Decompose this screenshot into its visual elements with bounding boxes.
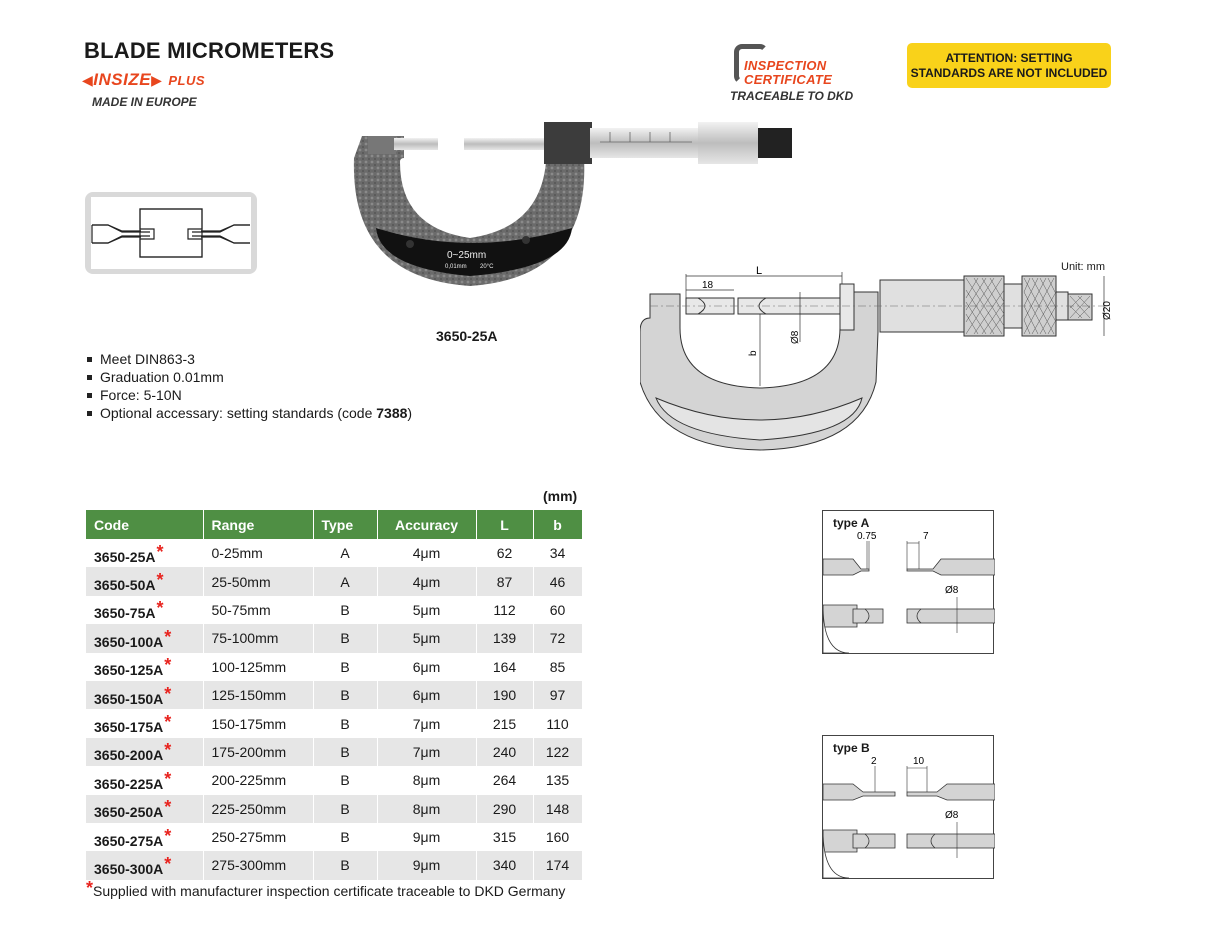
- cell-L-text: 112: [493, 601, 516, 618]
- cell-code-text: 3650-50A: [94, 577, 156, 594]
- brand-arrow-right-icon: ▶: [151, 72, 163, 88]
- cell-range-text: 150-175mm: [211, 715, 287, 732]
- optional-code: 7388: [376, 405, 408, 421]
- cell-accuracy: [377, 823, 476, 851]
- table-row: [86, 795, 582, 823]
- cell-b-text: 34: [549, 545, 566, 562]
- table-row: [86, 539, 582, 567]
- drawing-unit-label: Unit: mm: [1061, 261, 1105, 273]
- table-row: [86, 567, 582, 595]
- footnote-text: Supplied with manufacturer inspection certificate traceable to DKD Germany: [93, 883, 566, 899]
- cell-code: [86, 624, 203, 652]
- cell-code: [86, 567, 203, 595]
- cell-L: [476, 823, 533, 851]
- certificate-star-icon: *: [164, 683, 172, 704]
- cell-L: [476, 766, 533, 794]
- cell-L: [476, 539, 533, 567]
- cell-code: [86, 539, 203, 567]
- cell-code: [86, 681, 203, 709]
- cell-range-text: 225-250mm: [211, 800, 287, 817]
- cell-code-text: 3650-300A: [94, 860, 164, 877]
- table-row: [86, 681, 582, 709]
- brand-arrow-left-icon: ◀: [82, 72, 94, 88]
- cell-b: [533, 624, 582, 652]
- table-row: [86, 823, 582, 851]
- dim-d20-text: Ø20: [1102, 301, 1113, 320]
- cell-b-text: 97: [549, 687, 566, 704]
- cell-accuracy: [377, 738, 476, 766]
- certificate-star-icon: *: [164, 712, 172, 733]
- feature-item: Force: 5-10N: [86, 386, 412, 404]
- cell-accuracy: [377, 709, 476, 737]
- type-a-diagram: [822, 510, 994, 654]
- dim-18-text: 18: [702, 280, 714, 291]
- cell-code: [86, 795, 203, 823]
- certificate-star-icon: *: [164, 853, 172, 874]
- certificate-line2: CERTIFICATE: [744, 72, 833, 87]
- cell-code-text: 3650-175A: [94, 719, 164, 736]
- model-caption: 3650-25A: [436, 328, 498, 344]
- optional-prefix: Optional accessary: setting standards (code: [100, 405, 377, 421]
- cell-L-text: 340: [492, 857, 517, 874]
- col-header-accuracy: Accuracy: [377, 510, 476, 539]
- feature-list: [86, 350, 412, 422]
- cell-type-text: A: [340, 545, 350, 562]
- cell-accuracy-text: 7μm: [412, 743, 441, 760]
- cell-L-text: 87: [496, 573, 513, 590]
- cell-range-text: 175-200mm: [211, 743, 287, 760]
- attention-line1: ATTENTION: SETTING: [945, 51, 1073, 65]
- cell-type-text: B: [340, 743, 350, 760]
- cell-range: [203, 539, 313, 567]
- cell-L: [476, 624, 533, 652]
- type-a-drawing: [823, 511, 995, 655]
- cell-L: [476, 567, 533, 595]
- certificate-star-icon: *: [156, 598, 164, 619]
- cell-range: [203, 851, 313, 879]
- cell-range: [203, 766, 313, 794]
- table-row: [86, 596, 582, 624]
- type-b-thickness: 2: [871, 756, 877, 767]
- cell-accuracy-text: 7μm: [412, 715, 441, 732]
- certificate-star-icon: *: [156, 541, 164, 562]
- certificate-line1: INSPECTION: [744, 58, 827, 73]
- cell-type-text: B: [340, 857, 350, 874]
- cell-L: [476, 795, 533, 823]
- cell-code: [86, 596, 203, 624]
- col-header-range: Range: [203, 510, 313, 539]
- cell-range: [203, 624, 313, 652]
- type-a-d8: Ø8: [945, 585, 959, 596]
- micrometer-technical-drawing: [640, 262, 1116, 454]
- cell-L-text: 164: [492, 658, 517, 675]
- cell-type: [313, 539, 377, 567]
- cell-code-text: 3650-25A: [94, 548, 156, 565]
- table-header-row: [86, 510, 582, 539]
- cell-accuracy-text: 4μm: [412, 545, 441, 562]
- cell-type: [313, 766, 377, 794]
- cell-code-text: 3650-125A: [94, 662, 164, 679]
- type-b-width: 10: [913, 756, 925, 767]
- cell-type-text: A: [340, 573, 350, 590]
- table-row: [86, 653, 582, 681]
- table-row: [86, 624, 582, 652]
- cell-code: [86, 738, 203, 766]
- cell-range-text: 250-275mm: [211, 829, 287, 846]
- cell-range: [203, 823, 313, 851]
- cell-b-text: 60: [549, 601, 566, 618]
- type-a-width: 7: [923, 531, 929, 542]
- table-row: [86, 709, 582, 737]
- cell-range: [203, 567, 313, 595]
- cell-L-text: 190: [492, 687, 517, 704]
- cell-L: [476, 709, 533, 737]
- cell-b-text: 160: [545, 829, 570, 846]
- cell-b: [533, 539, 582, 567]
- dim-d8-text: Ø8: [790, 330, 801, 344]
- cell-b: [533, 823, 582, 851]
- table-row: [86, 851, 582, 879]
- cell-b-text: 174: [545, 857, 570, 874]
- cell-type: [313, 681, 377, 709]
- blade-detail-thumbnail: [84, 191, 258, 275]
- cell-range: [203, 795, 313, 823]
- cell-code-text: 3650-250A: [94, 804, 164, 821]
- dim-L-text: L: [756, 265, 763, 277]
- cell-accuracy: [377, 795, 476, 823]
- cell-range-text: 50-75mm: [211, 601, 271, 618]
- cell-code-text: 3650-150A: [94, 690, 164, 707]
- cell-range: [203, 709, 313, 737]
- cell-accuracy: [377, 539, 476, 567]
- cell-b: [533, 596, 582, 624]
- cell-range: [203, 681, 313, 709]
- cell-b: [533, 681, 582, 709]
- cell-type: [313, 823, 377, 851]
- cell-accuracy: [377, 653, 476, 681]
- cell-accuracy-text: 8μm: [412, 800, 441, 817]
- cell-range-text: 200-225mm: [211, 772, 287, 789]
- cell-b-text: 122: [545, 743, 570, 760]
- cell-code-text: 3650-225A: [94, 775, 164, 792]
- cell-b-text: 148: [545, 800, 570, 817]
- attention-line2: STANDARDS ARE NOT INCLUDED: [910, 66, 1108, 80]
- col-header-b: b: [533, 510, 582, 539]
- cell-range-text: 0-25mm: [211, 545, 263, 562]
- cell-accuracy: [377, 596, 476, 624]
- frame-temp-text: 20°C: [480, 264, 494, 270]
- cell-code-text: 3650-100A: [94, 633, 164, 650]
- brand-logo: [82, 70, 205, 90]
- cell-accuracy-text: 4μm: [412, 573, 441, 590]
- cell-range-text: 25-50mm: [211, 573, 271, 590]
- cell-b: [533, 766, 582, 794]
- cell-L: [476, 738, 533, 766]
- certificate-traceable: TRACEABLE TO DKD: [730, 89, 854, 103]
- cell-L: [476, 681, 533, 709]
- feature-item: Meet DIN863-3: [86, 350, 412, 368]
- cell-code: [86, 766, 203, 794]
- cell-accuracy-text: 6μm: [412, 658, 441, 675]
- certificate-star-icon: *: [164, 825, 172, 846]
- cell-type-text: B: [340, 630, 350, 647]
- certificate-star-icon: *: [156, 570, 164, 591]
- cell-type: [313, 653, 377, 681]
- cell-b: [533, 795, 582, 823]
- type-b-d8: Ø8: [945, 810, 959, 821]
- feature-item-optional: [86, 404, 412, 422]
- cell-type-text: B: [340, 715, 350, 732]
- certificate-star-icon: *: [164, 626, 172, 647]
- page-title: BLADE MICROMETERS: [84, 38, 335, 63]
- cell-type: [313, 624, 377, 652]
- cell-code-text: 3650-275A: [94, 832, 164, 849]
- cell-range: [203, 653, 313, 681]
- cell-type-text: B: [340, 687, 350, 704]
- cell-type-text: B: [340, 800, 350, 817]
- cell-b-text: 72: [549, 630, 566, 647]
- type-b-drawing: [823, 736, 995, 880]
- cell-accuracy-text: 5μm: [412, 630, 441, 647]
- cell-code-text: 3650-200A: [94, 747, 164, 764]
- col-header-type: Type: [313, 510, 377, 539]
- cell-type: [313, 596, 377, 624]
- cell-range-text: 75-100mm: [211, 630, 279, 647]
- cell-accuracy-text: 9μm: [412, 829, 441, 846]
- cell-type-text: B: [340, 772, 350, 789]
- cell-accuracy-text: 9μm: [412, 857, 441, 874]
- brand-name: INSIZE: [93, 70, 152, 89]
- cell-b: [533, 851, 582, 879]
- cell-type: [313, 795, 377, 823]
- certificate-star-icon: *: [164, 797, 172, 818]
- brand-plus: PLUS: [168, 73, 206, 88]
- feature-item: Graduation 0.01mm: [86, 368, 412, 386]
- cell-b-text: 110: [546, 715, 569, 732]
- cell-L-text: 264: [492, 772, 517, 789]
- type-b-label: type B: [833, 741, 870, 755]
- cell-code: [86, 823, 203, 851]
- cell-b: [533, 567, 582, 595]
- cell-b-text: 135: [545, 772, 570, 789]
- cell-range-text: 100-125mm: [211, 658, 287, 675]
- cell-code-text: 3650-75A: [94, 605, 156, 622]
- cell-L: [476, 596, 533, 624]
- type-a-label: type A: [833, 516, 870, 530]
- optional-suffix: ): [407, 405, 413, 421]
- cell-code: [86, 709, 203, 737]
- cell-L-text: 240: [492, 743, 517, 760]
- cell-type: [313, 851, 377, 879]
- cell-accuracy-text: 5μm: [412, 601, 441, 618]
- cell-range: [203, 596, 313, 624]
- frame-range-text: 0~25mm: [447, 250, 487, 261]
- certificate-star-icon: *: [164, 740, 172, 761]
- dim-b-text: b: [748, 350, 759, 356]
- cell-type-text: B: [340, 829, 350, 846]
- made-in-label: MADE IN EUROPE: [92, 95, 197, 109]
- certificate-star-icon: *: [164, 655, 172, 676]
- table-row: [86, 738, 582, 766]
- table-row: [86, 766, 582, 794]
- cell-type-text: B: [340, 601, 350, 618]
- cell-accuracy-text: 8μm: [412, 772, 441, 789]
- cell-b-text: 46: [549, 573, 566, 590]
- cell-L-text: 315: [492, 829, 517, 846]
- frame-graduation-text: 0,01mm: [445, 264, 467, 270]
- col-header-code: Code: [86, 510, 203, 539]
- spec-table: [86, 510, 583, 880]
- type-a-thickness: 0.75: [857, 531, 877, 542]
- cell-range: [203, 738, 313, 766]
- cell-type: [313, 567, 377, 595]
- cell-b: [533, 709, 582, 737]
- cell-b-text: 85: [549, 658, 566, 675]
- cell-L-text: 215: [492, 715, 517, 732]
- cell-accuracy: [377, 681, 476, 709]
- cell-accuracy: [377, 567, 476, 595]
- cell-b: [533, 653, 582, 681]
- attention-badge: [907, 43, 1111, 88]
- certificate-star-icon: *: [164, 768, 172, 789]
- cell-type-text: B: [340, 658, 350, 675]
- cell-L: [476, 653, 533, 681]
- cell-accuracy: [377, 624, 476, 652]
- cell-accuracy: [377, 851, 476, 879]
- cell-L: [476, 851, 533, 879]
- cell-range-text: 275-300mm: [211, 857, 287, 874]
- type-b-diagram: [822, 735, 994, 879]
- cell-L-text: 139: [492, 630, 517, 647]
- cell-range-text: 125-150mm: [211, 687, 287, 704]
- cell-code: [86, 653, 203, 681]
- cell-b: [533, 738, 582, 766]
- table-unit-label: (mm): [543, 488, 578, 504]
- cell-accuracy: [377, 766, 476, 794]
- col-header-L: L: [476, 510, 533, 539]
- cell-type: [313, 738, 377, 766]
- cell-L-text: 290: [492, 800, 517, 817]
- footnote: [86, 878, 565, 899]
- cell-accuracy-text: 6μm: [412, 687, 441, 704]
- cell-type: [313, 709, 377, 737]
- table-body: [86, 539, 582, 880]
- cell-code: [86, 851, 203, 879]
- cell-L-text: 62: [496, 545, 513, 562]
- footnote-star-icon: *: [86, 878, 94, 898]
